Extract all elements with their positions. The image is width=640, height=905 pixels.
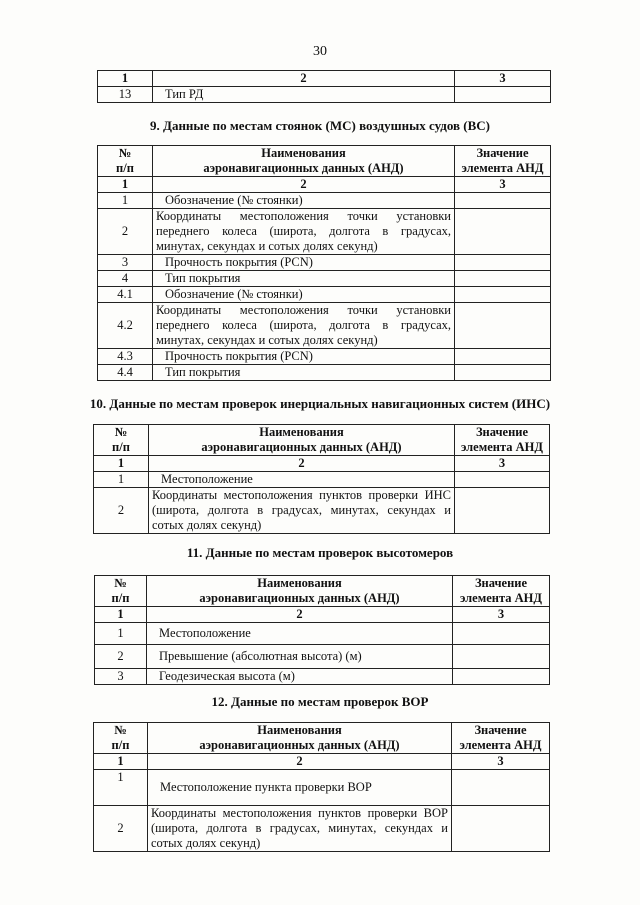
table-row bbox=[98, 209, 551, 255]
page-number: 30 bbox=[313, 44, 327, 59]
row-name: Прочность покрытия (PCN) bbox=[153, 255, 455, 271]
row-number: 4 bbox=[98, 271, 153, 287]
header-value: Значение элемента АНД bbox=[455, 425, 550, 456]
header-name: Наименования аэронавигационных данных (АНД) bbox=[148, 723, 452, 754]
row-value bbox=[455, 303, 551, 349]
index-cell: 1 bbox=[98, 71, 153, 87]
index-cell: 3 bbox=[455, 177, 551, 193]
row-name: Местоположение пункта проверки ВОР bbox=[148, 770, 452, 806]
section-11-title: 11. Данные по местам проверок высотомеров bbox=[186, 545, 454, 560]
header-value: Значение элемента АНД bbox=[452, 723, 550, 754]
row-value bbox=[453, 669, 550, 685]
table-row bbox=[98, 271, 551, 287]
table-row bbox=[95, 669, 550, 685]
row-number: 4.4 bbox=[98, 365, 153, 381]
header-row bbox=[94, 425, 550, 456]
table-row bbox=[98, 365, 551, 381]
row-name: Превышение (абсолютная высота) (м) bbox=[147, 645, 453, 669]
section-12-title: 12. Данные по местам проверок ВОР bbox=[211, 694, 429, 709]
index-cell: 2 bbox=[148, 754, 452, 770]
row-name: Прочность покрытия (PCN) bbox=[153, 349, 455, 365]
index-cell: 3 bbox=[453, 607, 550, 623]
table-row bbox=[94, 770, 550, 806]
row-value bbox=[455, 472, 550, 488]
section-10-title: 10. Данные по местам проверок инерциальных навигационных систем (ИНС) bbox=[89, 396, 551, 411]
index-row bbox=[98, 71, 551, 87]
row-number: 1 bbox=[94, 770, 148, 806]
row-name: Тип покрытия bbox=[153, 271, 455, 287]
header-value: Значение элемента АНД bbox=[455, 146, 551, 177]
index-cell: 1 bbox=[94, 456, 149, 472]
index-cell: 2 bbox=[147, 607, 453, 623]
table-row bbox=[94, 806, 550, 852]
row-name: Координаты местоположения точки установки переднего колеса (широта, долгота в градусах, минутах, секундах и сотых долях секунд) bbox=[153, 209, 455, 255]
row-number: 2 bbox=[95, 645, 147, 669]
index-cell: 2 bbox=[153, 71, 455, 87]
section-11-table bbox=[94, 575, 550, 685]
index-cell: 2 bbox=[149, 456, 455, 472]
header-name: Наименования аэронавигационных данных (АНД) bbox=[149, 425, 455, 456]
table-row bbox=[98, 303, 551, 349]
row-number: 1 bbox=[94, 472, 149, 488]
row-value bbox=[455, 488, 550, 534]
header-row bbox=[98, 146, 551, 177]
row-value bbox=[455, 193, 551, 209]
row-number: 2 bbox=[94, 806, 148, 852]
row-value bbox=[452, 770, 550, 806]
row-number: 3 bbox=[98, 255, 153, 271]
table-row bbox=[94, 488, 550, 534]
index-cell: 1 bbox=[98, 177, 153, 193]
row-value bbox=[452, 806, 550, 852]
row-number: 1 bbox=[95, 623, 147, 645]
table-row bbox=[95, 645, 550, 669]
table-row bbox=[98, 255, 551, 271]
row-value bbox=[455, 87, 551, 103]
row-name: Тип РД bbox=[153, 87, 455, 103]
index-row bbox=[94, 754, 550, 770]
row-name: Обозначение (№ стоянки) bbox=[153, 287, 455, 303]
index-cell: 2 bbox=[153, 177, 455, 193]
row-number: 13 bbox=[98, 87, 153, 103]
header-num: № п/п bbox=[95, 576, 147, 607]
row-value bbox=[455, 349, 551, 365]
header-num: № п/п bbox=[94, 723, 148, 754]
index-cell: 3 bbox=[455, 456, 550, 472]
row-name: Координаты местоположения пунктов проверки ИНС (широта, долгота в градусах, минутах, секундах и сотых долях секунд) bbox=[149, 488, 455, 534]
row-value bbox=[455, 255, 551, 271]
header-num: № п/п bbox=[98, 146, 153, 177]
row-number: 3 bbox=[95, 669, 147, 685]
row-value bbox=[453, 645, 550, 669]
index-cell: 1 bbox=[94, 754, 148, 770]
row-value bbox=[455, 209, 551, 255]
section-12-table bbox=[93, 722, 550, 852]
row-number: 4.2 bbox=[98, 303, 153, 349]
header-num: № п/п bbox=[94, 425, 149, 456]
row-name: Координаты местоположения точки установки переднего колеса (широта, долгота в градусах, минутах, секундах и сотых долях секунд) bbox=[153, 303, 455, 349]
table-row bbox=[98, 193, 551, 209]
row-number: 4.1 bbox=[98, 287, 153, 303]
header-row bbox=[95, 576, 550, 607]
header-value: Значение элемента АНД bbox=[453, 576, 550, 607]
index-row bbox=[94, 456, 550, 472]
row-value bbox=[455, 271, 551, 287]
row-number: 4.3 bbox=[98, 349, 153, 365]
section-9-title: 9. Данные по местам стоянок (МС) воздушных судов (ВС) bbox=[150, 118, 490, 133]
row-number: 2 bbox=[98, 209, 153, 255]
row-name: Координаты местоположения пунктов проверки ВОР (широта, долгота в градусах, минутах, секундах и сотых долях секунд) bbox=[148, 806, 452, 852]
header-name: Наименования аэронавигационных данных (АНД) bbox=[147, 576, 453, 607]
header-row bbox=[94, 723, 550, 754]
table-row bbox=[94, 472, 550, 488]
table-row bbox=[98, 349, 551, 365]
index-row bbox=[98, 177, 551, 193]
table-row bbox=[98, 87, 551, 103]
continuation-table bbox=[97, 70, 551, 103]
row-name: Местоположение bbox=[147, 623, 453, 645]
index-cell: 1 bbox=[95, 607, 147, 623]
row-name: Местоположение bbox=[149, 472, 455, 488]
row-number: 2 bbox=[94, 488, 149, 534]
row-value bbox=[455, 365, 551, 381]
index-cell: 3 bbox=[455, 71, 551, 87]
header-name: Наименования аэронавигационных данных (АНД) bbox=[153, 146, 455, 177]
row-number: 1 bbox=[98, 193, 153, 209]
section-10-table bbox=[93, 424, 550, 534]
row-name: Обозначение (№ стоянки) bbox=[153, 193, 455, 209]
table-row bbox=[98, 287, 551, 303]
row-name: Геодезическая высота (м) bbox=[147, 669, 453, 685]
row-name: Тип покрытия bbox=[153, 365, 455, 381]
index-row bbox=[95, 607, 550, 623]
index-cell: 3 bbox=[452, 754, 550, 770]
row-value bbox=[455, 287, 551, 303]
table-row bbox=[95, 623, 550, 645]
row-value bbox=[453, 623, 550, 645]
section-9-table bbox=[97, 145, 551, 381]
